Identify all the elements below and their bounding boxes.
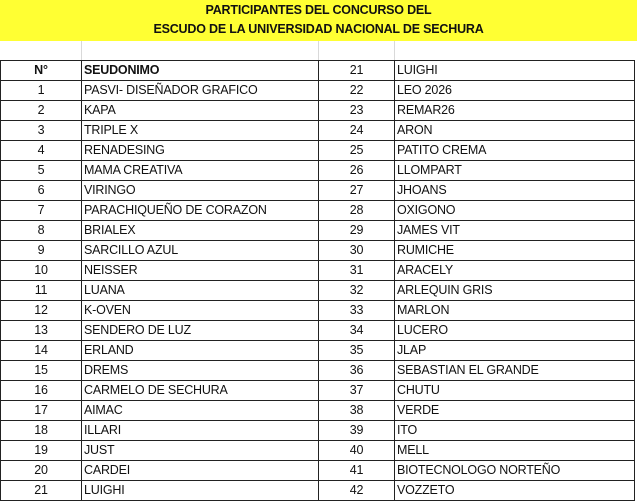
cell-number: 4 [1, 141, 82, 161]
cell-number: 17 [1, 401, 82, 421]
cell-seudonimo: VOZZETO [395, 481, 635, 501]
cell-seudonimo: KAPA [82, 101, 319, 121]
cell-number: 36 [319, 361, 395, 381]
table-row [1, 341, 635, 361]
cell-number: 34 [319, 321, 395, 341]
cell-seudonimo: LEO 2026 [395, 81, 635, 101]
cell-number: 40 [319, 441, 395, 461]
cell-seudonimo: JHOANS [395, 181, 635, 201]
cell-seudonimo: AIMAC [82, 401, 319, 421]
cell-number: 25 [319, 141, 395, 161]
cell-number: 30 [319, 241, 395, 261]
cell-seudonimo: MELL [395, 441, 635, 461]
cell-seudonimo: OXIGONO [395, 201, 635, 221]
column-header-seudonimo: SEUDONIMO [82, 61, 319, 81]
column-header-number: N° [1, 61, 82, 81]
cell-seudonimo: LUCERO [395, 321, 635, 341]
cell-number: 7 [1, 201, 82, 221]
cell-number: 26 [319, 161, 395, 181]
table-row [1, 301, 635, 321]
title-line-1: PARTICIPANTES DEL CONCURSO DEL [205, 3, 432, 17]
cell-number: 27 [319, 181, 395, 201]
table-row [1, 241, 635, 261]
cell-seudonimo: BRIALEX [82, 221, 319, 241]
cell-seudonimo: RUMICHE [395, 241, 635, 261]
cell-seudonimo: ARON [395, 121, 635, 141]
title-line-2: ESCUDO DE LA UNIVERSIDAD NACIONAL DE SECHURA [153, 22, 484, 36]
cell-number: 9 [1, 241, 82, 261]
cell-number: 13 [1, 321, 82, 341]
table-row [1, 221, 635, 241]
cell-number: 10 [1, 261, 82, 281]
cell-number: 32 [319, 281, 395, 301]
cell-seudonimo: SARCILLO AZUL [82, 241, 319, 261]
cell-number: 31 [319, 261, 395, 281]
cell-number: 21 [319, 61, 395, 81]
cell-seudonimo: ILLARI [82, 421, 319, 441]
cell-seudonimo: K-OVEN [82, 301, 319, 321]
cell-number: 22 [319, 81, 395, 101]
cell-number: 5 [1, 161, 82, 181]
cell-number: 16 [1, 381, 82, 401]
gridline [394, 41, 395, 60]
table-row [1, 281, 635, 301]
table-row [1, 381, 635, 401]
cell-seudonimo: CARDEI [82, 461, 319, 481]
cell-number: 12 [1, 301, 82, 321]
cell-seudonimo: PARACHIQUEÑO DE CORAZON [82, 201, 319, 221]
cell-number: 38 [319, 401, 395, 421]
table-row [1, 481, 635, 501]
cell-number: 42 [319, 481, 395, 501]
table-row [1, 101, 635, 121]
cell-number: 3 [1, 121, 82, 141]
table-row [1, 421, 635, 441]
cell-number: 33 [319, 301, 395, 321]
cell-number: 24 [319, 121, 395, 141]
table-row [1, 181, 635, 201]
gridline [81, 41, 82, 60]
table-row [1, 401, 635, 421]
cell-seudonimo: MARLON [395, 301, 635, 321]
table-row [1, 121, 635, 141]
table-header-row [1, 61, 635, 81]
cell-seudonimo: LLOMPART [395, 161, 635, 181]
table-row [1, 361, 635, 381]
cell-seudonimo: JLAP [395, 341, 635, 361]
cell-seudonimo: REMAR26 [395, 101, 635, 121]
cell-number: 1 [1, 81, 82, 101]
table-row [1, 261, 635, 281]
cell-number: 41 [319, 461, 395, 481]
cell-seudonimo: VIRINGO [82, 181, 319, 201]
table-row [1, 441, 635, 461]
cell-number: 21 [1, 481, 82, 501]
cell-seudonimo: NEISSER [82, 261, 319, 281]
cell-number: 29 [319, 221, 395, 241]
cell-number: 19 [1, 441, 82, 461]
cell-seudonimo: JAMES VIT [395, 221, 635, 241]
cell-number: 18 [1, 421, 82, 441]
table-row [1, 461, 635, 481]
cell-seudonimo: SEBASTIAN EL GRANDE [395, 361, 635, 381]
cell-seudonimo: CARMELO DE SECHURA [82, 381, 319, 401]
table-row [1, 321, 635, 341]
cell-seudonimo: CHUTU [395, 381, 635, 401]
cell-seudonimo: LUIGHI [82, 481, 319, 501]
cell-seudonimo: DREMS [82, 361, 319, 381]
cell-number: 35 [319, 341, 395, 361]
cell-seudonimo: ARLEQUIN GRIS [395, 281, 635, 301]
cell-number: 2 [1, 101, 82, 121]
cell-number: 15 [1, 361, 82, 381]
cell-seudonimo: LUANA [82, 281, 319, 301]
cell-seudonimo: JUST [82, 441, 319, 461]
cell-number: 20 [1, 461, 82, 481]
cell-number: 11 [1, 281, 82, 301]
cell-number: 39 [319, 421, 395, 441]
cell-seudonimo: ERLAND [82, 341, 319, 361]
cell-number: 6 [1, 181, 82, 201]
cell-number: 37 [319, 381, 395, 401]
title-banner [0, 0, 637, 41]
table-row [1, 141, 635, 161]
cell-seudonimo: LUIGHI [395, 61, 635, 81]
cell-number: 28 [319, 201, 395, 221]
cell-seudonimo: VERDE [395, 401, 635, 421]
cell-seudonimo: PATITO CREMA [395, 141, 635, 161]
table-row [1, 201, 635, 221]
cell-seudonimo: SENDERO DE LUZ [82, 321, 319, 341]
cell-number: 8 [1, 221, 82, 241]
cell-seudonimo: MAMA CREATIVA [82, 161, 319, 181]
cell-seudonimo: TRIPLE X [82, 121, 319, 141]
gridline [318, 41, 319, 60]
participants-table [0, 60, 635, 501]
cell-number: 14 [1, 341, 82, 361]
cell-seudonimo: RENADESING [82, 141, 319, 161]
cell-seudonimo: ARACELY [395, 261, 635, 281]
table-row [1, 81, 635, 101]
table-row [1, 161, 635, 181]
cell-seudonimo: ITO [395, 421, 635, 441]
cell-seudonimo: BIOTECNOLOGO NORTEÑO [395, 461, 635, 481]
cell-number: 23 [319, 101, 395, 121]
cell-seudonimo: PASVI- DISEÑADOR GRAFICO [82, 81, 319, 101]
